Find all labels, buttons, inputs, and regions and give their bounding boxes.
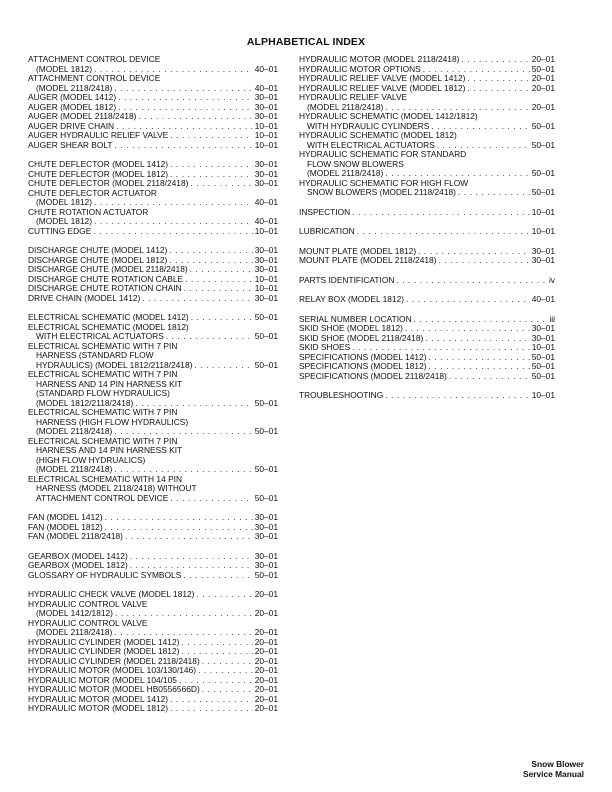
index-entry-text: (MODEL 2118/2418) [36, 82, 113, 93]
index-entry-text: HARNESS (HIGH FLOW HYDRAULICS) [36, 416, 189, 427]
index-entry-text: FAN (MODEL 1812) [28, 521, 103, 532]
dot-leader [185, 275, 253, 285]
index-entry-text: DISCHARGE CHUTE ROTATION CABLE [28, 273, 184, 284]
dot-leader [467, 74, 529, 84]
index-entry-page: 20–01 [254, 684, 278, 694]
dot-leader [190, 265, 253, 275]
dot-leader [105, 523, 253, 533]
index-entry-text: AUGER (MODEL 1412) [28, 92, 117, 102]
index-entry-text: RELAY BOX (MODEL 1812) [299, 294, 405, 304]
index-entry-text: SKID SHOES [299, 342, 351, 352]
index-entry-text: HYDRAULIC MOTOR (MODEL 103/130/146) [28, 665, 197, 675]
index-entry-text: CHUTE ROTATION ACTUATOR [28, 206, 149, 217]
index-entry-text: WITH ELECTRICAL ACTUATORS [36, 331, 164, 341]
index-entry-page: 40–01 [254, 82, 278, 93]
dot-leader [191, 313, 253, 323]
index-entry-page: 50–01 [254, 312, 278, 322]
index-entry-page: 30–01 [254, 521, 278, 532]
index-entry-line [299, 391, 555, 401]
index-entry-page: 30–01 [531, 255, 555, 265]
index-entry-page: 30–01 [254, 159, 278, 169]
index-entry[interactable] [28, 437, 278, 475]
index-entry-text: ELECTRICAL SCHEMATIC (MODEL 1812) [28, 321, 189, 332]
dot-leader [425, 334, 529, 344]
dot-leader [166, 332, 253, 342]
index-entry-text: HYDRAULIC RELIEF VALVE (MODEL 1812) [299, 82, 466, 93]
dot-leader [118, 93, 253, 103]
index-entry-line [299, 227, 555, 237]
index-entry[interactable] [299, 150, 555, 179]
index-entry-line [28, 704, 278, 714]
dot-leader [406, 295, 530, 305]
index-entry[interactable] [28, 408, 278, 437]
index-entry-text: HARNESS (MODEL 2118/2418) WITHOUT [36, 483, 197, 493]
index-entry[interactable] [299, 179, 555, 198]
index-entry[interactable] [28, 141, 278, 151]
index-entry-page: 20–01 [254, 665, 278, 675]
dot-leader [170, 704, 253, 714]
index-entry-page: 50–01 [254, 397, 278, 408]
dot-leader [405, 324, 530, 334]
index-entry-page: 30–01 [531, 323, 555, 333]
index-entry-text: (MODEL 1812) [36, 216, 93, 226]
index-entry-page: 30–01 [254, 292, 278, 303]
index-entry[interactable] [28, 55, 278, 74]
index-entry[interactable] [299, 227, 555, 237]
index-entry-text: HYDRAULIC SCHEMATIC (MODEL 1812) [299, 130, 457, 140]
index-entry-text: FAN (MODEL 2118/2418) [28, 531, 123, 541]
index-entry-text: SNOW BLOWERS (MODEL 2118/2418) [307, 187, 456, 197]
index-entry-page: 30–01 [254, 254, 278, 265]
dot-leader [170, 160, 253, 170]
index-entry-page: 30–01 [531, 332, 555, 343]
index-entry-text: GLOSSARY OF HYDRAULIC SYMBOLS [28, 569, 182, 580]
index-entry-text: ELECTRICAL SCHEMATIC WITH 7 PIN [28, 369, 178, 379]
index-entry-page: 40–01 [531, 294, 555, 304]
index-entry-page: iii [549, 313, 555, 324]
footer-manual: Service Manual [523, 768, 584, 779]
index-entry-line [28, 141, 278, 151]
dot-leader [170, 131, 252, 141]
index-entry-text: INSPECTION [299, 206, 351, 217]
index-entry[interactable] [299, 256, 555, 266]
index-entry-text: HYDRAULIC MOTOR (MODEL 1812) [28, 703, 169, 713]
dot-leader [170, 695, 253, 705]
index-entry-text: HARNESS AND 14 PIN HARNESS KIT [36, 445, 183, 455]
index-entry-page: 30–01 [254, 168, 278, 179]
index-entry-text: (MODEL 2118/2418) [307, 101, 384, 112]
dot-leader [467, 84, 529, 94]
index-entry-text: HYDRAULIC MOTOR (MODEL 104/105 [28, 674, 177, 685]
index-entry-page: 50–01 [531, 187, 555, 197]
dot-leader [385, 391, 529, 401]
dot-leader [181, 638, 252, 648]
index-entry-text: HYDRAULIC RELIEF VALVE (MODEL 1412) [299, 73, 466, 83]
index-entry-text: CUTTING EDGE [28, 225, 92, 236]
index-entry-text: CHUTE DEFLECTOR ACTUATOR [28, 187, 157, 198]
index-entry-page: 50–01 [531, 361, 555, 371]
dot-leader [118, 103, 253, 113]
index-entry[interactable] [28, 704, 278, 714]
index-entry[interactable] [28, 74, 278, 93]
index-entry-text: (MODEL 1812) [36, 63, 93, 74]
index-entry-page: 20–01 [254, 589, 278, 599]
index-entry[interactable] [28, 600, 278, 619]
dot-leader [429, 353, 530, 363]
index-entry-text: (STANDARD FLOW HYDRAULICS) [36, 388, 170, 398]
dot-leader [458, 188, 530, 198]
index-entry-page: 40–01 [254, 216, 278, 226]
index-entry[interactable] [28, 475, 278, 504]
dot-leader [170, 494, 252, 504]
index-entry-page: 50–01 [531, 351, 555, 362]
index-entry-page: 30–01 [254, 512, 278, 522]
index-entry-line [299, 208, 555, 218]
index-entry-text: SERIAL NUMBER LOCATION [299, 313, 412, 324]
dot-leader [138, 112, 252, 122]
index-entry-page: 20–01 [531, 54, 555, 64]
dot-leader [449, 372, 530, 382]
dot-leader [202, 657, 253, 667]
index-entry-text: HYDRAULIC MOTOR (MODEL 2118/2418) [299, 54, 460, 64]
index-entry-page: 50–01 [531, 370, 555, 381]
index-entry-text: ATTACHMENT CONTROL DEVICE [36, 492, 169, 503]
index-entry[interactable] [299, 295, 555, 305]
index-entry-page: 20–01 [254, 703, 278, 713]
index-entry-text: DISCHARGE CHUTE (MODEL 1812) [28, 254, 168, 265]
index-entry-text: (MODEL 2118/2418) [36, 464, 113, 474]
index-entry-text: (MODEL 2118/2418) [307, 168, 384, 178]
index-entry-text: HYDRAULIC MOTOR (MODEL HB0556566D) [28, 684, 200, 694]
index-entry-text: ATTACHMENT CONTROL DEVICE [28, 54, 161, 64]
index-entry-page: 10–01 [254, 130, 278, 140]
index-entry-page: 30–01 [254, 178, 278, 188]
index-entry-page: 50–01 [254, 426, 278, 436]
index-entry-page: 50–01 [531, 168, 555, 178]
index-entry-text: HARNESS AND 14 PIN HARNESS KIT [36, 378, 183, 389]
dot-leader [93, 227, 252, 237]
index-entry-text: FAN (MODEL 1412) [28, 512, 103, 522]
index-entry-text: CHUTE DEFLECTOR (MODEL 1412) [28, 159, 169, 169]
index-entry[interactable] [299, 112, 555, 131]
index-entry-text: GEARBOX (MODEL 1412) [28, 550, 128, 561]
index-entry-page: 40–01 [254, 197, 278, 207]
index-entry-page: 20–01 [531, 101, 555, 112]
dot-leader [125, 532, 253, 542]
index-entry-line [299, 372, 555, 382]
letter-group-gap [299, 237, 555, 247]
dot-leader [190, 179, 252, 189]
index-entry-text: FLOW SNOW BLOWERS [307, 158, 404, 169]
index-entry-page: 10–01 [254, 283, 278, 293]
index-entry-page: 40–01 [254, 63, 278, 74]
index-entry-text: SKID SHOE (MODEL 2118/2418) [299, 332, 424, 343]
index-entry-text: SPECIFICATIONS (MODEL 1412) [299, 351, 427, 362]
index-entry[interactable] [299, 93, 555, 112]
index-entry-line [28, 494, 278, 504]
index-entry[interactable] [28, 370, 278, 408]
index-entry-line [299, 276, 555, 286]
index-entry-page: 10–01 [531, 226, 555, 236]
index-entry[interactable] [28, 227, 278, 237]
index-entry-text: HYDRAULIC CONTROL VALVE [28, 617, 148, 628]
index-entry-page: iv [548, 274, 555, 285]
letter-group-gap [299, 266, 555, 276]
dot-leader [414, 315, 548, 325]
dot-leader [438, 256, 529, 266]
index-entry-page: 50–01 [531, 120, 555, 131]
index-entry-page: 10–01 [531, 390, 555, 400]
index-entry-line [28, 294, 278, 304]
dot-leader [461, 55, 529, 65]
index-entry-text: AUGER DRIVE CHAIN [28, 120, 115, 131]
index-entry-page: 20–01 [254, 674, 278, 685]
index-entry-text: HYDRAULICS) (MODEL 1812/2118/2418) [36, 359, 193, 370]
index-entry-page: 20–01 [254, 627, 278, 637]
footer-product: Snow Blower [531, 759, 584, 769]
index-entry[interactable] [299, 276, 555, 286]
index-entry-text: WITH ELECTRICAL ACTUATORS [307, 139, 435, 150]
index-entry-text: (MODEL 2118/2418) [36, 627, 113, 637]
index-entry-text: ELECTRICAL SCHEMATIC WITH 7 PIN [28, 340, 178, 351]
index-entry-text: WITH HYDRAULIC CYLINDERS [307, 120, 430, 131]
index-entry-text: HYDRAULIC SCHEMATIC (MODEL 1412/1812) [299, 111, 478, 121]
index-entry-page: 30–01 [254, 111, 278, 121]
index-entry[interactable] [299, 131, 555, 150]
index-entry[interactable] [28, 208, 278, 227]
index-column-right [299, 55, 555, 401]
footer [523, 760, 584, 779]
index-entry-page: 50–01 [254, 464, 278, 474]
index-entry-text: ELECTRICAL SCHEMATIC WITH 7 PIN [28, 407, 178, 417]
index-entry-page: 50–01 [254, 492, 278, 503]
dot-leader [184, 284, 253, 294]
dot-leader [396, 276, 547, 286]
dot-leader [114, 84, 252, 94]
index-entry-text: PARTS IDENTIFICATION [299, 274, 395, 285]
index-entry-line [28, 227, 278, 237]
dot-leader [198, 666, 253, 676]
index-entry-page: 30–01 [254, 550, 278, 561]
index-entry-text: SKID SHOE (MODEL 1812) [299, 323, 403, 333]
index-entry-text: CHUTE DEFLECTOR (MODEL 2118/2418) [28, 178, 189, 188]
index-entry-page: 10–01 [531, 206, 555, 217]
index-entry-text: MOUNT PLATE (MODEL 2118/2418) [299, 255, 437, 265]
index-entry-page: 30–01 [531, 245, 555, 256]
index-entry-text: MOUNT PLATE (MODEL 1812) [299, 245, 417, 256]
index-entry-text: HYDRAULIC CYLINDER (MODEL 1412) [28, 636, 180, 647]
index-entry-page: 20–01 [531, 82, 555, 93]
index-column-left [28, 55, 278, 714]
index-entry-page: 50–01 [531, 139, 555, 150]
index-entry-text: HYDRAULIC MOTOR OPTIONS [299, 63, 421, 74]
index-entry-text: SPECIFICATIONS (MODEL 1812) [299, 361, 427, 371]
index-entry-text: HYDRAULIC MOTOR (MODEL 1412) [28, 693, 169, 704]
letter-group-gap [299, 198, 555, 208]
index-entry-text: SPECIFICATIONS (MODEL 2118/2418) [299, 370, 447, 381]
index-entry-page: 10–01 [254, 139, 278, 150]
index-entry-page: 30–01 [254, 101, 278, 112]
index-entry-line [28, 571, 278, 581]
dot-leader [183, 571, 252, 581]
dot-leader [357, 227, 530, 237]
index-entry-text: (MODEL 1412/1812) [36, 608, 113, 618]
dot-leader [130, 552, 253, 562]
index-entry-text: DISCHARGE CHUTE (MODEL 2118/2418) [28, 264, 188, 274]
index-entry-text: DISCHARGE CHUTE ROTATION CHAIN [28, 283, 182, 293]
index-entry-page: 20–01 [254, 636, 278, 647]
index-entry-text: ELECTRICAL SCHEMATIC (MODEL 1412) [28, 312, 189, 322]
index-entry-line [28, 532, 278, 542]
index-entry[interactable] [28, 323, 278, 342]
index-entry-line [299, 188, 555, 198]
index-entry-text: ELECTRICAL SCHEMATIC WITH 7 PIN [28, 435, 178, 446]
index-entry-page: 10–01 [254, 273, 278, 284]
index-entry-line [299, 256, 555, 266]
index-entry-page: 30–01 [254, 531, 278, 541]
index-entry-text: HYDRAULIC RELIEF VALVE [299, 92, 408, 102]
index-entry[interactable] [28, 189, 278, 208]
index-entry-text: HYDRAULIC SCHEMATIC FOR STANDARD [299, 149, 467, 159]
letter-group-gap [28, 542, 278, 552]
page-title: ALPHABETICAL INDEX [246, 36, 366, 48]
index-entry-text: DRIVE CHAIN (MODEL 1412) [28, 292, 141, 303]
index-entry[interactable] [28, 619, 278, 638]
index-entry-page: 30–01 [254, 560, 278, 570]
index-entry-text: AUGER SHEAR BOLT [28, 139, 113, 150]
dot-leader [115, 141, 253, 151]
index-entry-text: HYDRAULIC CONTROL VALVE [28, 598, 148, 609]
index-entry-text: AUGER (MODEL 1812) [28, 101, 117, 112]
index-entry-page: 50–01 [254, 359, 278, 370]
dot-leader [202, 685, 253, 695]
index-entry-page: 10–01 [254, 225, 278, 236]
index-entry-page: 50–01 [531, 63, 555, 74]
index-entry[interactable] [28, 532, 278, 542]
index-entry-page: 20–01 [254, 693, 278, 704]
index-entry[interactable] [28, 571, 278, 581]
index-entry[interactable] [28, 342, 278, 371]
index-entry-text: HYDRAULIC CYLINDER (MODEL 1812) [28, 646, 180, 656]
index-entry-page: 50–01 [254, 331, 278, 341]
index-entry[interactable] [28, 294, 278, 304]
index-entry-text: AUGER (MODEL 2118/2418) [28, 111, 137, 121]
index-entry-text: CHUTE DEFLECTOR (MODEL 1812) [28, 168, 169, 179]
index-entry-page: 20–01 [254, 608, 278, 618]
index-entry-text: ATTACHMENT CONTROL DEVICE [28, 73, 161, 83]
dot-leader [105, 513, 253, 523]
index-entry-text: AUGER HYDRAULIC RELIEF VALVE [28, 130, 169, 140]
index-entry-line [299, 295, 555, 305]
index-entry-text: HYDRAULIC CYLINDER (MODEL 2118/2418) [28, 655, 200, 666]
index-entry[interactable] [299, 372, 555, 382]
index-entry-text: (MODEL 1812/2118/2418) [36, 397, 134, 408]
index-entry-text: (MODEL 1812) [36, 197, 93, 207]
dot-leader [94, 217, 253, 227]
dot-leader [194, 361, 252, 371]
index-entry-text: HYDRAULIC SCHEMATIC FOR HIGH FLOW [299, 177, 469, 188]
letter-group-gap [299, 305, 555, 315]
index-entry-page: 30–01 [254, 92, 278, 102]
index-entry-text: TROUBLESHOOTING [299, 390, 384, 400]
index-entry-text: LUBRICATION [299, 226, 355, 236]
index-entry-page: 30–01 [254, 245, 278, 255]
index-entry-text: HARNESS (STANDARD FLOW [36, 350, 154, 360]
index-entry-page: 10–01 [531, 342, 555, 352]
index-entry-page: 20–01 [254, 655, 278, 666]
dot-leader [196, 590, 252, 600]
index-entry-page: 20–01 [254, 646, 278, 656]
index-entry-text: (MODEL 2118/2418) [36, 426, 113, 436]
index-entry-page: 50–01 [254, 569, 278, 580]
index-entry-page: 30–01 [254, 264, 278, 274]
index-entry-text: GEARBOX (MODEL 1812) [28, 560, 128, 570]
index-entry-page: 20–01 [531, 73, 555, 83]
index-entry-text: (HIGH FLOW HYDRUALICS) [36, 454, 146, 465]
index-entry-text: DISCHARGE CHUTE (MODEL 1412) [28, 245, 168, 255]
index-entry[interactable] [299, 208, 555, 218]
index-entry[interactable] [299, 391, 555, 401]
dot-leader [169, 246, 252, 256]
index-entry-text: ELECTRICAL SCHEMATIC WITH 14 PIN [28, 473, 183, 484]
index-entry-page: 10–01 [254, 120, 278, 131]
dot-leader [142, 294, 252, 304]
dot-leader [352, 208, 530, 218]
index-entry-text: HYDRAULIC CHECK VALVE (MODEL 1812) [28, 589, 195, 599]
